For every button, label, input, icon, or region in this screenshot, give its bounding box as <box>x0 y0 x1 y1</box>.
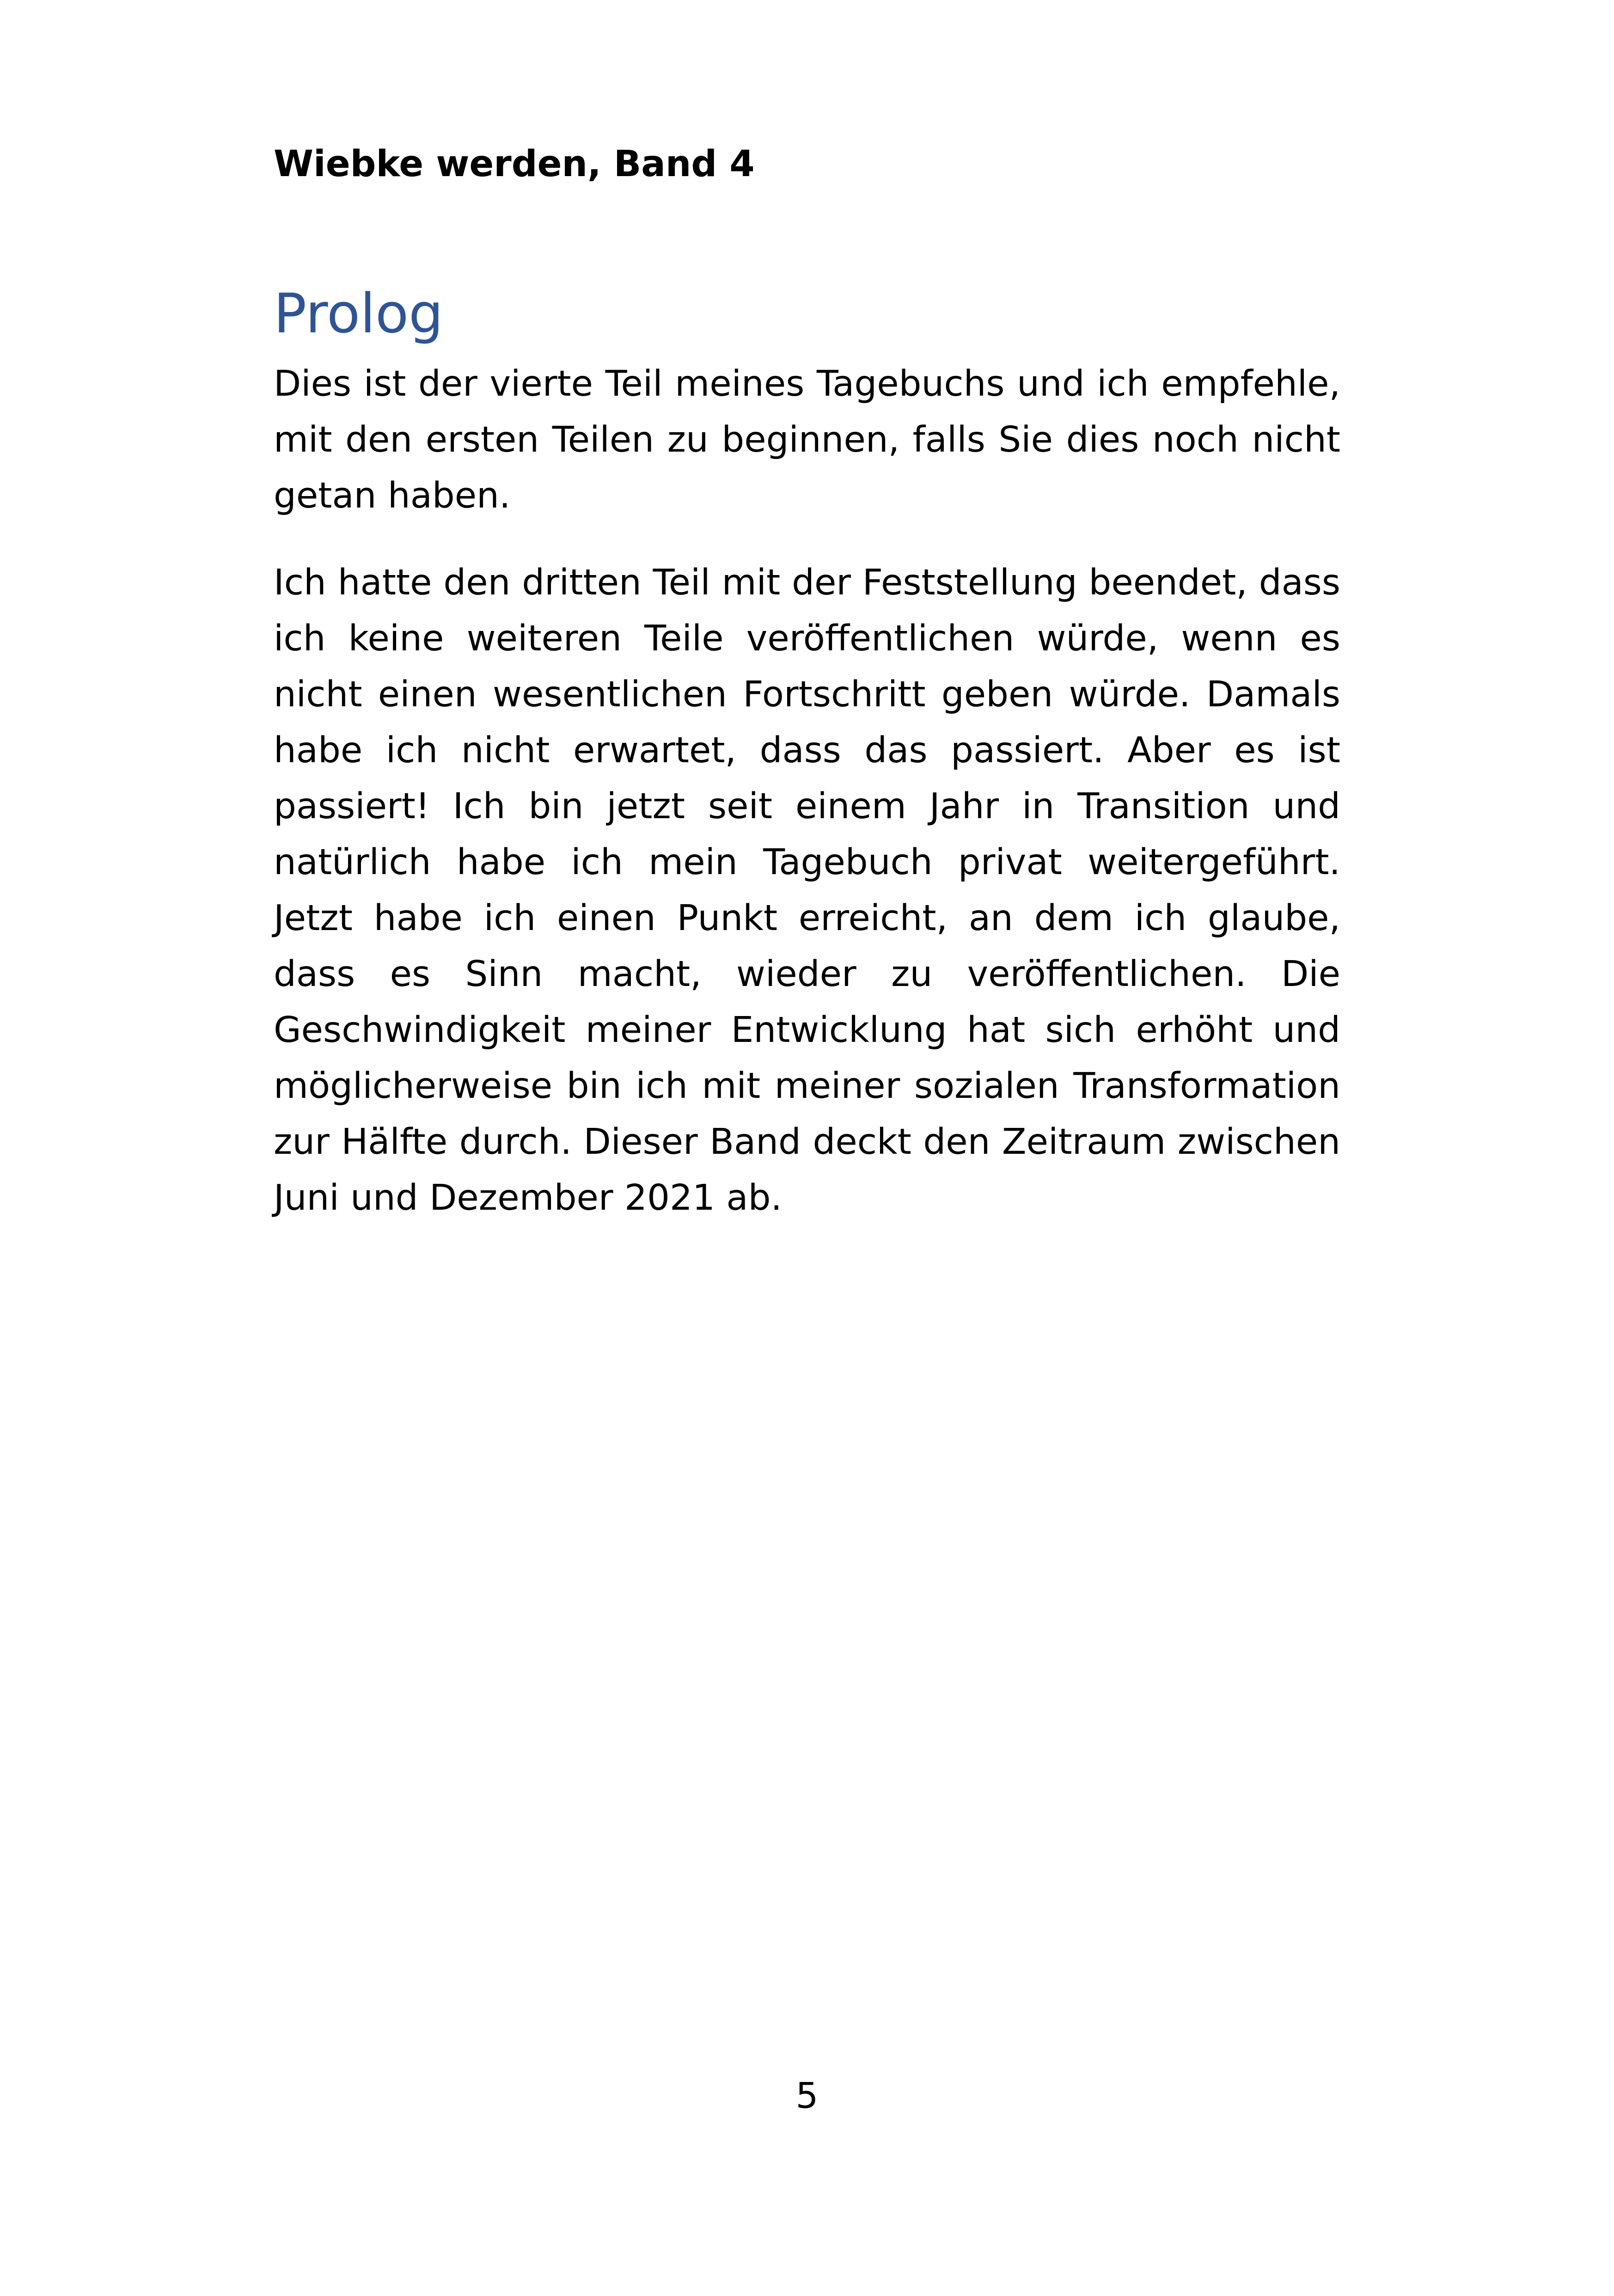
chapter-title: Prolog <box>274 282 444 345</box>
paragraph-2: Ich hatte den dritten Teil mit der Feststellung beendet, dass ich keine weiteren Teile veröffentlichen würde, wenn es nicht einen wesentlichen Fortschritt geben würde. Damals habe ich nicht erwartet, dass das passiert. Aber es ist passiert! Ich bin jetzt seit einem Jahr in Transition und natürlich habe ich mein Tagebuch privat weitergeführt. Jetzt habe ich einen Punkt erreicht, an dem ich glaube, dass es Sinn macht, wieder zu veröffentlichen. Die Geschwindigkeit meiner Entwicklung hat sich erhöht und möglicherweise bin ich mit meiner sozialen Transformation zur Hälfte durch. Dieser Band deckt den Zeitraum zwischen Juni und Dezember 2021 ab. <box>274 562 1340 1218</box>
paragraph-1: Dies ist der vierte Teil meines Tagebuchs und ich empfehle, mit den ersten Teilen zu beginnen, falls Sie dies noch nicht getan haben. <box>274 363 1340 516</box>
page-number: 5 <box>795 2076 819 2117</box>
running-header: Wiebke werden, Band 4 <box>274 143 755 185</box>
